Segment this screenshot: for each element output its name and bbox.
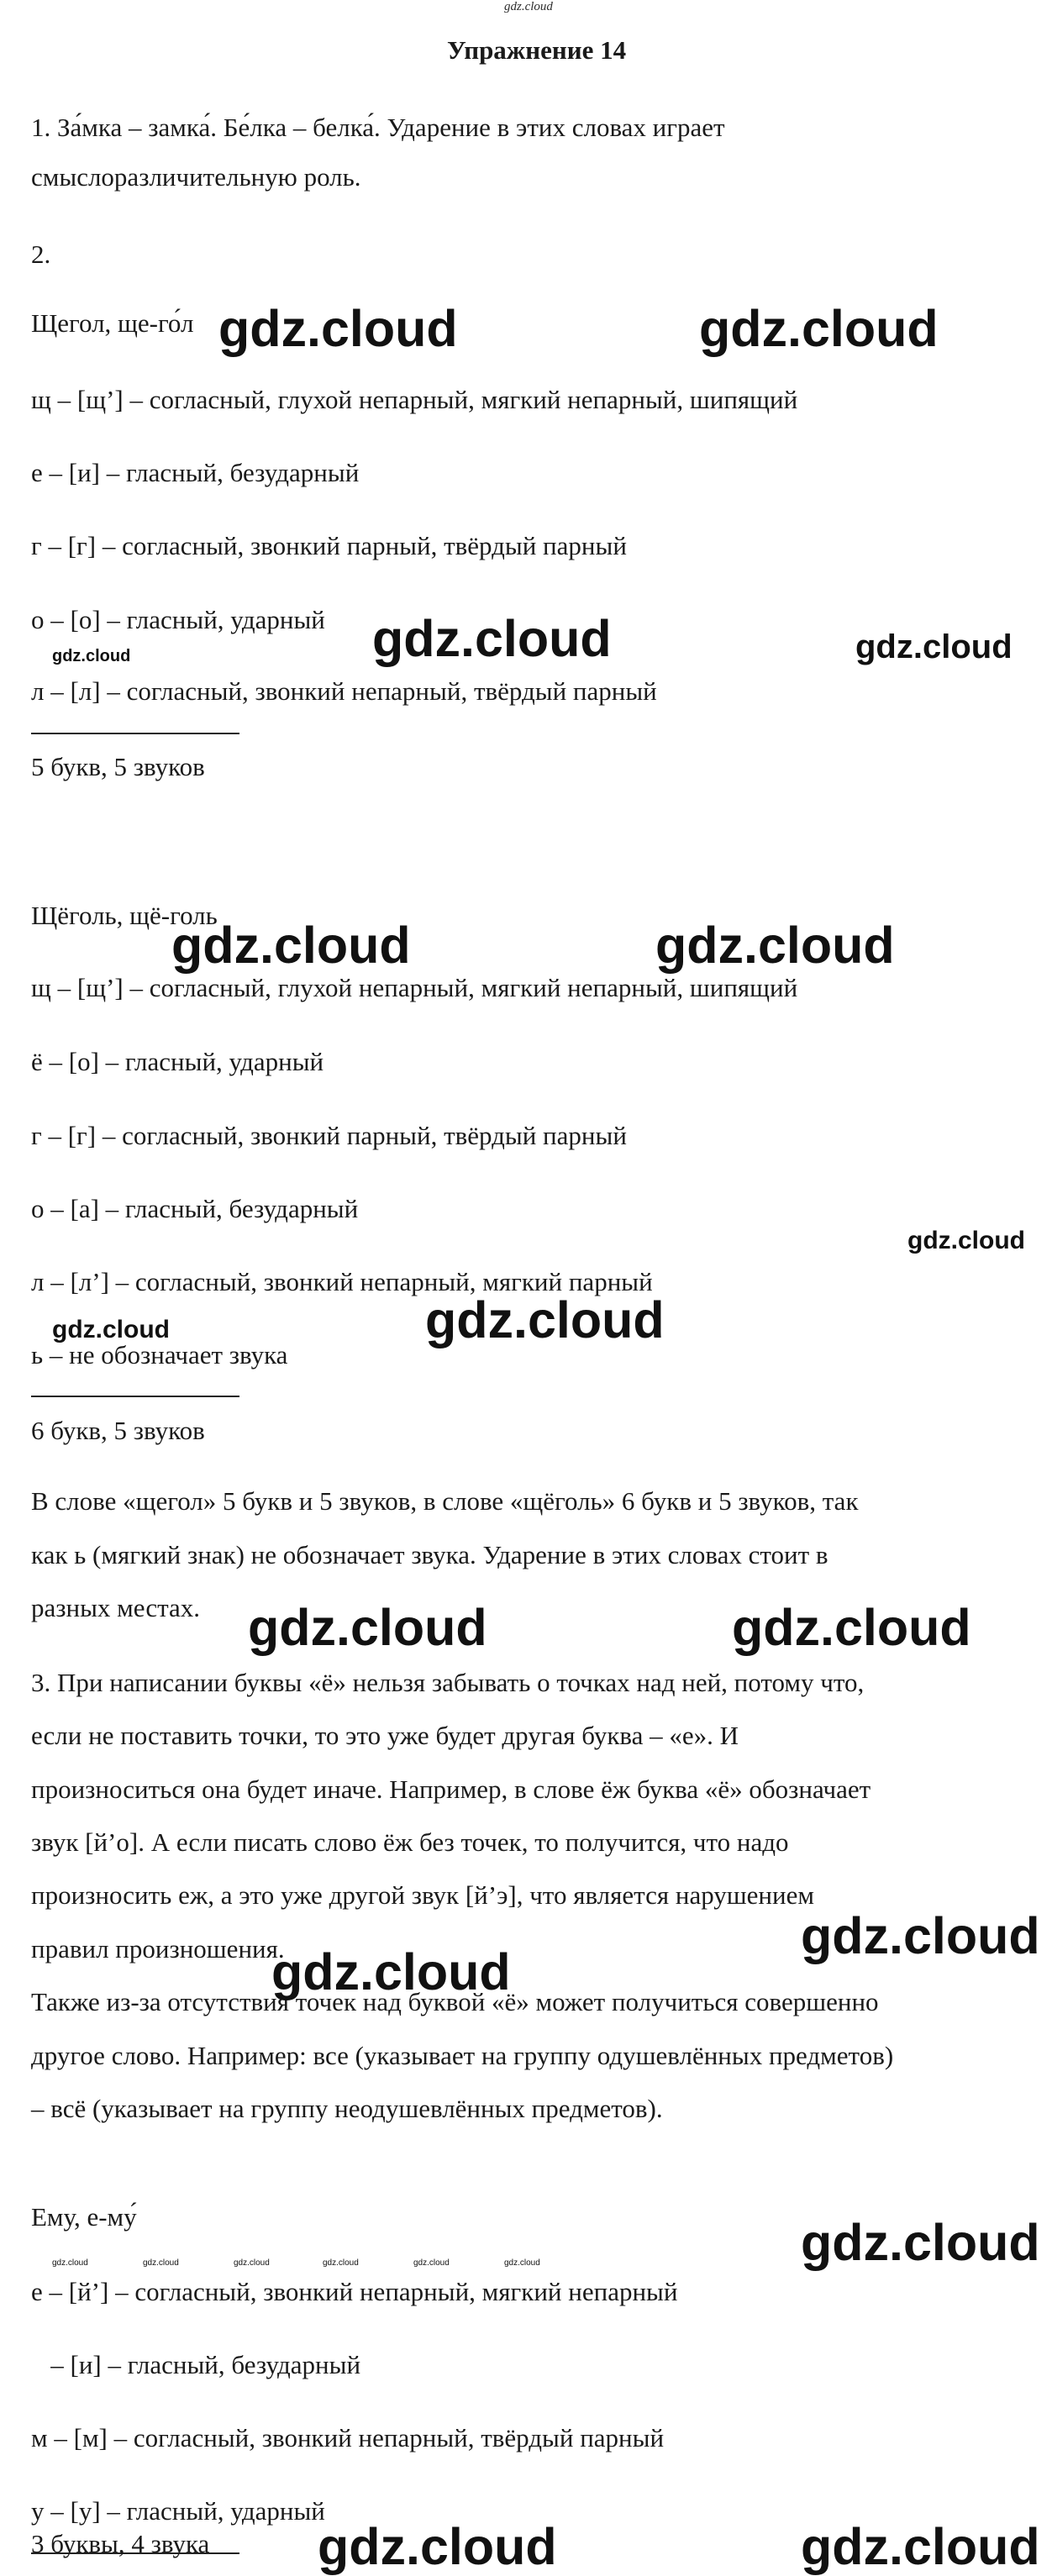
- word2-row: ь – не обозначает звука: [31, 1340, 288, 1369]
- section3b-line: Также из-за отсутствия точек над буквой «ё» может получиться совершенно: [31, 1987, 879, 2016]
- section3-line: произноситься она будет иначе. Например, в слове ёж буква «ё» обозначает: [31, 1774, 871, 1804]
- page-title: Упражнение 14: [447, 35, 627, 65]
- word3-row: е – [й’] – согласный, звонкий непарный, мягкий непарный: [31, 2277, 678, 2306]
- section3-line: 3. При написании буквы «ё» нельзя забывать о точках над ней, потому что,: [31, 1668, 865, 1697]
- watermark: gdz.cloud: [699, 300, 939, 357]
- word1-heading: Щегол, ще-го́л: [31, 308, 194, 338]
- word2-heading: Щёголь, щё-голь: [31, 901, 218, 930]
- watermark: gdz.cloud: [52, 647, 131, 665]
- word3-heading: Ему, е-му́: [31, 2202, 137, 2232]
- section3-line: правил произношения.: [31, 1934, 285, 1964]
- section3-line: произносить еж, а это уже другой звук [й’э], что является нарушением: [31, 1880, 814, 1910]
- word1-row: е – [и] – гласный, безударный: [31, 458, 360, 487]
- section1-line: 1. За́мка – замка́. Бе́лка – белка́. Ударение в этих словах играет: [31, 113, 725, 142]
- section3b-line: другое слово. Например: все (указывает на группу одушевлённых предметов): [31, 2041, 894, 2070]
- watermark: gdz.cloud: [271, 1943, 511, 2000]
- word1-row: о – [о] – гласный, ударный: [31, 605, 325, 634]
- watermark: gdz.cloud: [732, 1599, 971, 1656]
- comparison-line: как ь (мягкий знак) не обозначает звука. Ударение в этих словах стоит в: [31, 1540, 828, 1569]
- watermark: gdz.cloud: [413, 2258, 450, 2268]
- word1-summary: 5 букв, 5 звуков: [31, 752, 205, 781]
- word2-divider: [31, 1396, 239, 1397]
- word1-row: л – [л] – согласный, звонкий непарный, твёрдый парный: [31, 676, 657, 706]
- word2-row: л – [л’] – согласный, звонкий непарный, мягкий парный: [31, 1267, 653, 1296]
- watermark: gdz.cloud: [218, 300, 458, 357]
- watermark: gdz.cloud: [801, 2214, 1040, 2271]
- word2-row: о – [а] – гласный, безударный: [31, 1194, 359, 1223]
- word2-summary: 6 букв, 5 звуков: [31, 1416, 205, 1445]
- comparison-line: В слове «щегол» 5 букв и 5 звуков, в слове «щёголь» 6 букв и 5 звуков, так: [31, 1486, 859, 1516]
- word3-row: у – [у] – гласный, ударный: [31, 2496, 325, 2526]
- watermark: gdz.cloud: [52, 2258, 88, 2268]
- watermark: gdz.cloud: [171, 917, 411, 974]
- word1-row: щ – [щ’] – согласный, глухой непарный, мягкий непарный, шипящий: [31, 385, 798, 414]
- word2-row: щ – [щ’] – согласный, глухой непарный, мягкий непарный, шипящий: [31, 973, 798, 1002]
- watermark: gdz.cloud: [143, 2258, 179, 2268]
- watermark: gdz.cloud: [655, 917, 895, 974]
- watermark: gdz.cloud: [234, 2258, 270, 2268]
- watermark: gdz.cloud: [372, 610, 612, 667]
- watermark: gdz.cloud: [323, 2258, 359, 2268]
- watermark: gdz.cloud: [248, 1599, 487, 1656]
- site-mark: gdz.cloud: [504, 0, 553, 13]
- watermark: gdz.cloud: [855, 628, 1013, 665]
- section3-line: звук [й’о]. А если писать слово ёж без точек, то получится, что надо: [31, 1827, 789, 1857]
- word1-row: г – [г] – согласный, звонкий парный, твёрдый парный: [31, 531, 627, 560]
- section3b-line: – всё (указывает на группу неодушевлённых предметов).: [31, 2094, 663, 2123]
- watermark: gdz.cloud: [801, 2518, 1040, 2575]
- section2-label: 2.: [31, 239, 51, 269]
- watermark: gdz.cloud: [907, 1227, 1025, 1254]
- watermark: gdz.cloud: [801, 1907, 1040, 1964]
- watermark: gdz.cloud: [425, 1291, 665, 1348]
- word3-row: – [и] – гласный, безударный: [31, 2350, 361, 2379]
- word3-summary-visible: 3 буквы, 4 звука: [31, 2529, 210, 2558]
- comparison-line: разных местах.: [31, 1593, 201, 1622]
- watermark: gdz.cloud: [318, 2518, 557, 2575]
- watermark: gdz.cloud: [504, 2258, 540, 2268]
- section3-line: если не поставить точки, то это уже будет другая буква – «е». И: [31, 1721, 739, 1750]
- word2-row: г – [г] – согласный, звонкий парный, твёрдый парный: [31, 1121, 627, 1150]
- word1-divider: [31, 733, 239, 734]
- section1-line: смыслоразличительную роль.: [31, 162, 361, 192]
- watermark: gdz.cloud: [52, 1316, 170, 1343]
- word2-row: ё – [о] – гласный, ударный: [31, 1047, 324, 1076]
- word3-row: м – [м] – согласный, звонкий непарный, твёрдый парный: [31, 2423, 665, 2452]
